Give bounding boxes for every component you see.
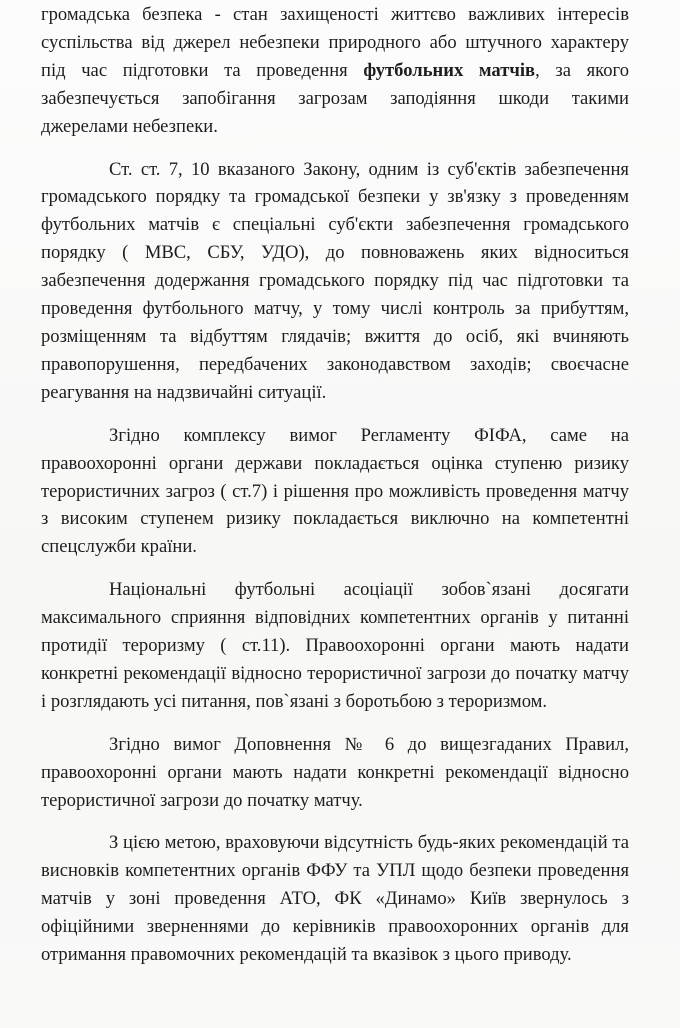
paragraph-national-associations: Національні футбольні асоціації зобов`язані досягати максимального сприяння відповідних компетентних органів у питанні протидії тероризму ( ст.11). Правоохоронні органи мають надати конкретні рекомендації відносно терористичної загрози до початку матчу і розглядають усі питання, пов`язані з боротьбою з тероризмом. xyxy=(41,579,629,712)
document-body xyxy=(41,1,629,969)
paragraph-appendix-6: Згідно вимог Доповнення № 6 до вищезгаданих Правил, правоохоронні органи мають надати конкретні рекомендації відносно терористичної загрози до початку матчу. xyxy=(41,733,629,811)
paragraph-text: громадська безпека - стан захищеності життєво важливих інтересів суспільства від джерел небезпеки природного або штучного характеру під час підготовки та проведення xyxy=(41,4,629,81)
bold-term-football-matches: футбольних матчів xyxy=(363,59,536,81)
paragraph-public-safety-definition xyxy=(41,1,629,141)
paragraph-fifa-regulations: Згідно комплексу вимог Регламенту ФІФА, саме на правоохоронні органи держави покладається оцінка ступеню ризику терористичних загроз ( ст.7) і рішення про можливість проведення матчу з високим ступенем ризику покладається виключно на компетентні спецслужби країни. xyxy=(41,424,629,558)
paragraph-text: , за якого забезпечується запобігання загрозам заподіяння шкоди такими джерелами небезпеки. xyxy=(41,59,629,137)
paragraph-dynamo-appeal: З цією метою, враховуючи відсутність будь-яких рекомендацій та висновків компетентних органів ФФУ та УПЛ щодо безпеки проведення матчів у зоні проведення АТО, ФК «Динамо» Київ звернулось з офіційними зверненнями до керівників правоохоронних органів для отримання правомочних рекомендацій та вказівок з цього приводу. xyxy=(41,832,629,966)
paragraph-law-articles: Ст. ст. 7, 10 вказаного Закону, одним із суб'єктів забезпечення громадського порядку та громадської безпеки у зв'язку з проведенням футбольних матчів є спеціальні суб'єкти забезпечення громадського порядку ( МВС, СБУ, УДО), до повноважень яких відноситься забезпечення додержання громадського порядку під час підготовки та проведення футбольного матчу, у тому числі контроль за прибуттям, розміщенням та відбуттям глядачів; вжиття до осіб, які вчиняють правопорушення, передбачених законодавством заходів; своєчасне реагування на надзвичайні ситуації. xyxy=(41,158,629,403)
